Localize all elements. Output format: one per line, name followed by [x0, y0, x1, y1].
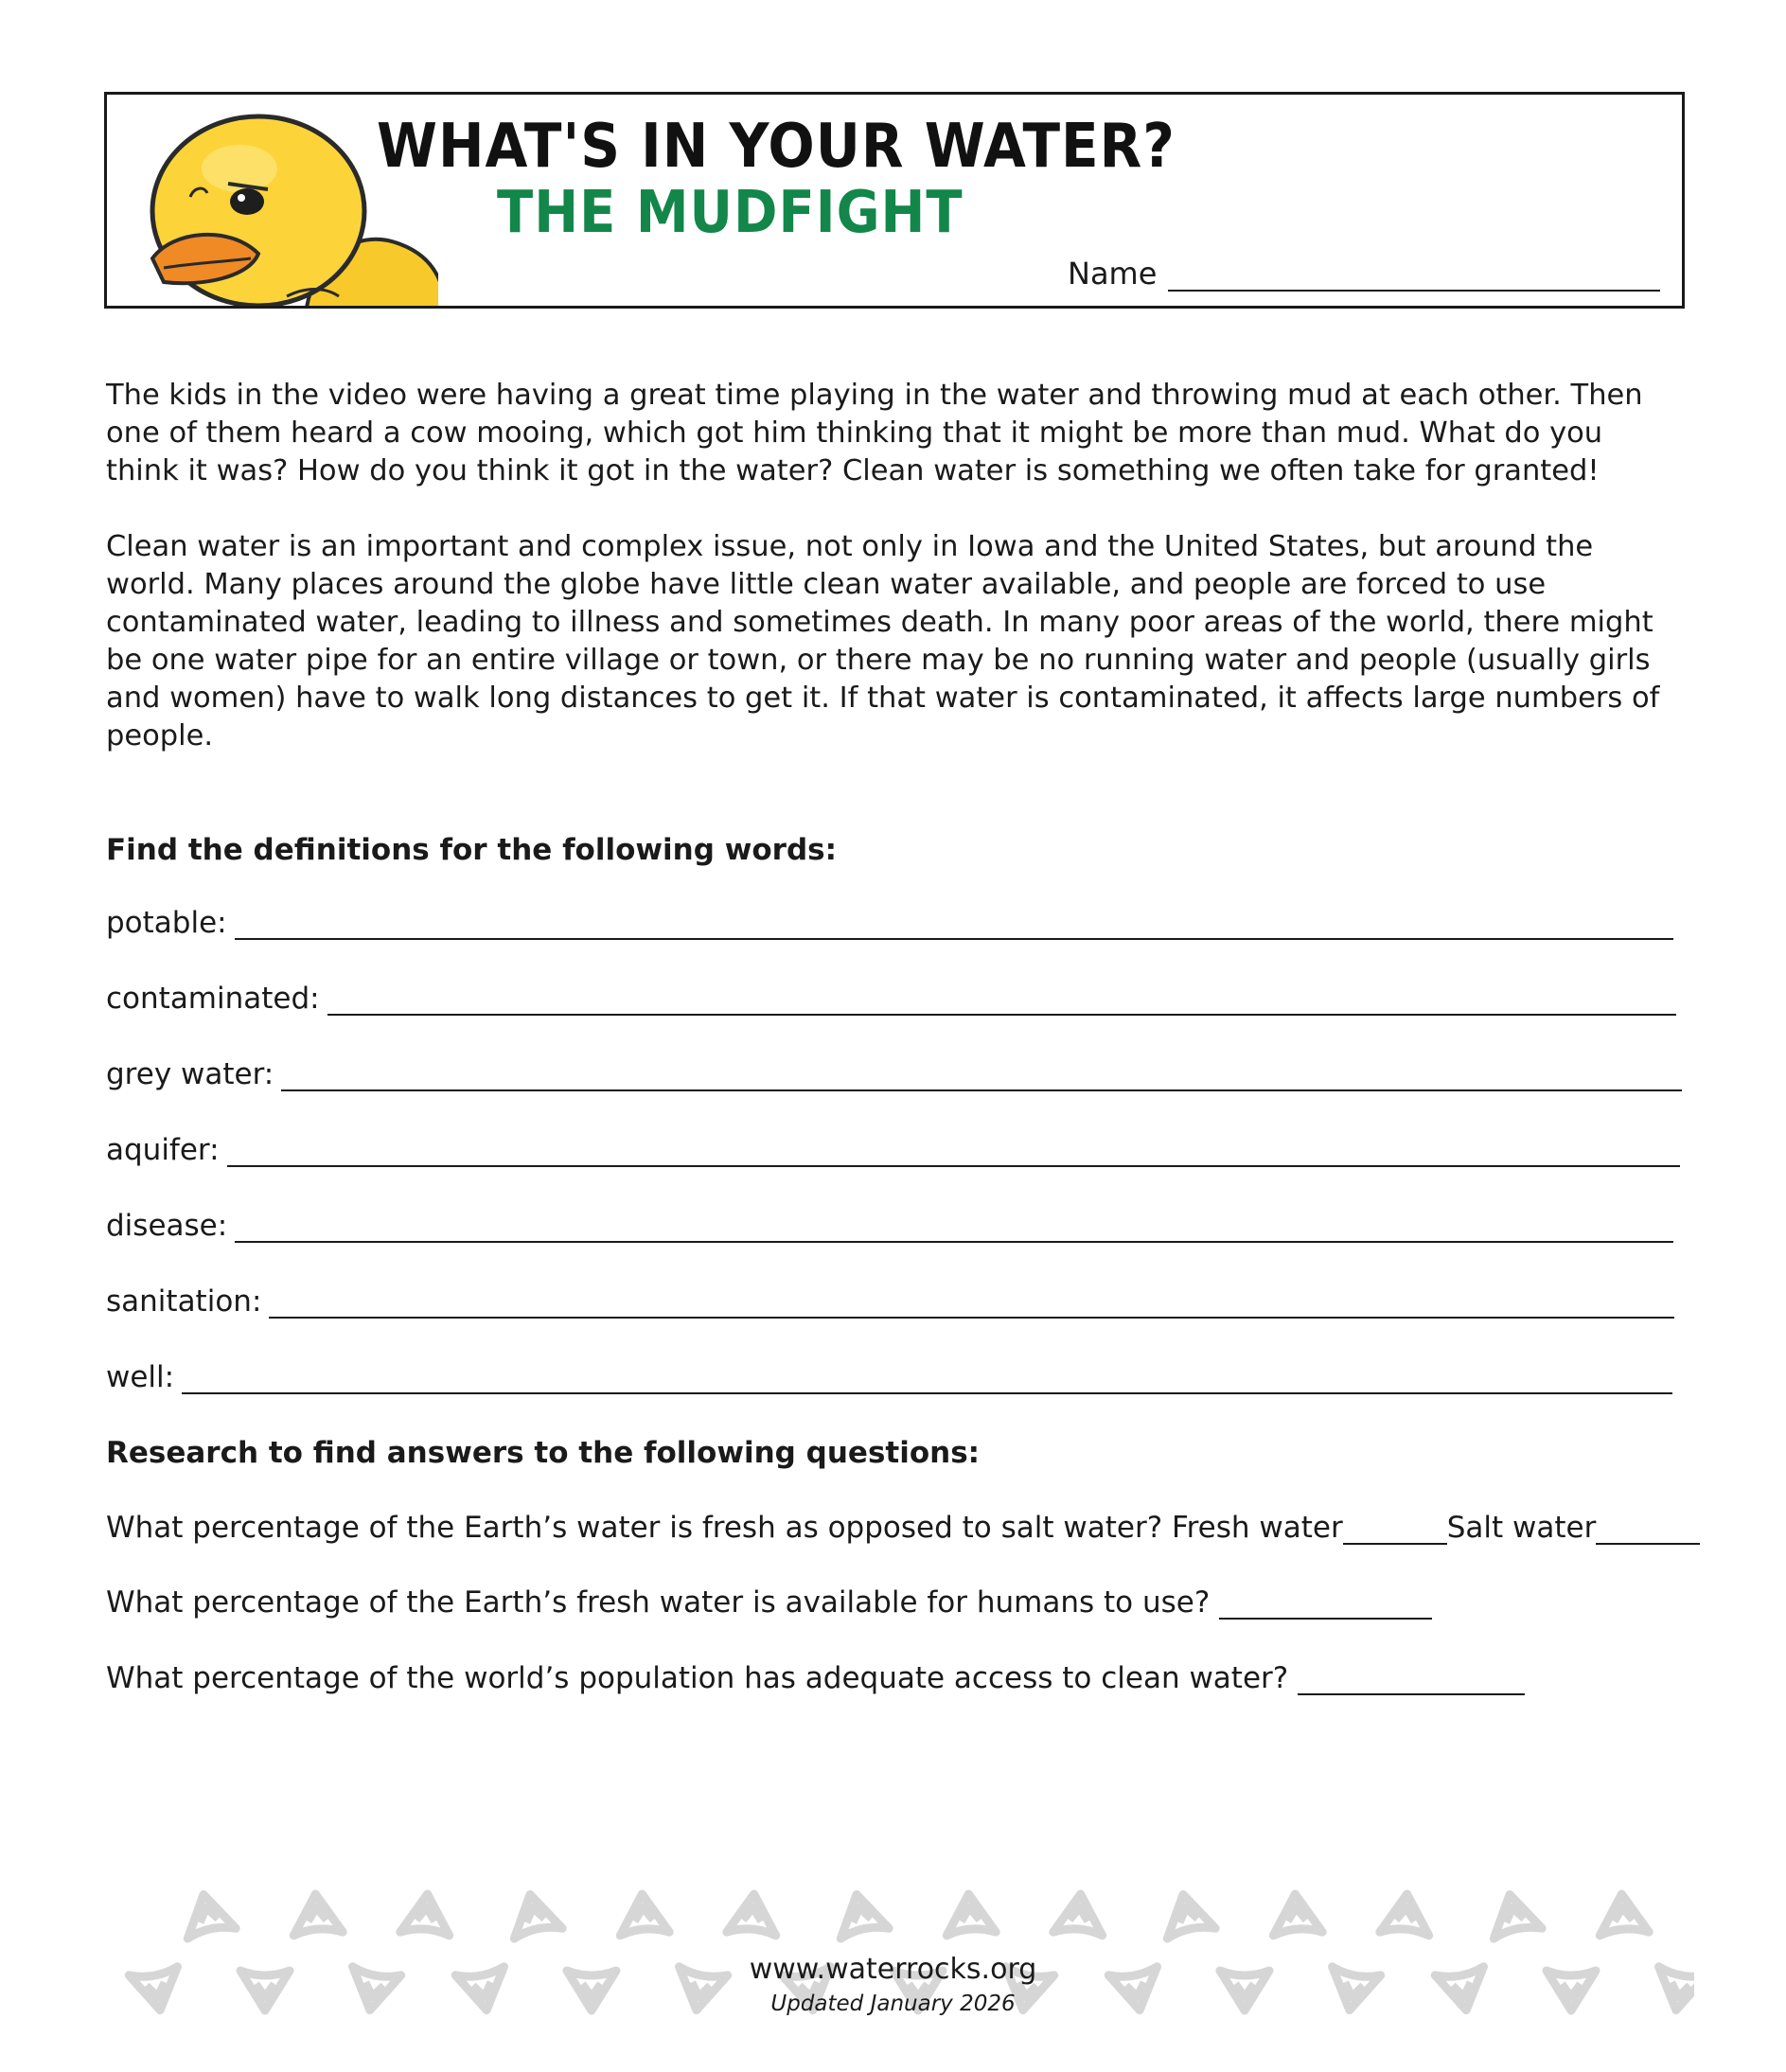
definition-row-potable	[106, 906, 1673, 940]
intro-paragraph-1: The kids in the video were having a great time playing in the water and throwing mud at each other. Then one of them heard a cow mooing, which got him thinking that it might be more than mud. What do you think it was? How do you think it got in the water? Clean water is something we often take for granted!	[106, 379, 1643, 487]
name-label: Name	[1068, 256, 1158, 292]
worksheet-header	[104, 92, 1685, 309]
term-label: aquifer:	[106, 1133, 220, 1167]
term-label: well:	[106, 1360, 175, 1394]
salt-water-blank[interactable]	[1596, 1514, 1700, 1545]
duck-footprint-icon	[833, 1889, 890, 1939]
question-3	[106, 1661, 1525, 1695]
question-2-blank[interactable]	[1219, 1589, 1432, 1620]
duck-footprint-icon	[400, 1892, 452, 1936]
duck-footprint-icon	[506, 1889, 563, 1939]
duck-footprint-icon	[1270, 1892, 1322, 1936]
definition-row-disease	[106, 1209, 1673, 1243]
question-3-blank[interactable]	[1298, 1665, 1525, 1695]
duck-footprint-icon	[1053, 1892, 1105, 1936]
definition-blank[interactable]	[235, 910, 1673, 940]
definition-blank[interactable]	[327, 985, 1676, 1016]
question-1-text: What percentage of the Earth’s water is fresh as opposed to salt water? Fresh water	[106, 1511, 1343, 1545]
worksheet-subtitle: THE MUDFIGHT	[497, 178, 964, 247]
name-field	[1068, 256, 1660, 292]
definition-row-sanitation	[106, 1284, 1674, 1319]
duck-footprint-icon	[180, 1889, 237, 1939]
definition-row-grey-water	[106, 1057, 1682, 1091]
term-label: disease:	[106, 1209, 228, 1243]
duck-footprint-icon	[617, 1892, 669, 1936]
definition-blank[interactable]	[235, 1213, 1673, 1243]
question-2-text: What percentage of the Earth’s fresh water is available for humans to use?	[106, 1585, 1211, 1620]
name-blank[interactable]	[1168, 261, 1660, 292]
duck-footprint-icon	[944, 1892, 996, 1936]
term-label: sanitation:	[106, 1284, 262, 1319]
duck-footprint-icon	[291, 1892, 343, 1936]
definition-row-well	[106, 1360, 1672, 1394]
salt-water-label: Salt water	[1446, 1511, 1597, 1545]
definition-row-contaminated	[106, 982, 1676, 1016]
intro-paragraph-2: Clean water is an important and complex issue, not only in Iowa and the United States, but around the world. Many places around the globe have little clean water available, and people are forced to use contaminated water, leading to illness and sometimes death. In many poor areas of the world, there might be one water pipe for an entire village or town, or there may be no running water and people (usually girls and women) have to walk long distances to get it. If that water is contaminated, it affects large numbers of people.	[106, 530, 1660, 753]
footer-updated: Updated January 2026	[770, 1992, 1016, 2016]
footer-url: www.waterrocks.org	[749, 1953, 1037, 1986]
definition-blank[interactable]	[269, 1288, 1674, 1319]
question-3-text: What percentage of the world’s population has adequate access to clean water?	[106, 1661, 1289, 1695]
duck-footprint-icon	[1159, 1889, 1216, 1939]
duck-footprint-icon	[727, 1892, 779, 1936]
question-1	[106, 1511, 1700, 1545]
definition-blank[interactable]	[281, 1061, 1682, 1091]
term-label: potable:	[106, 906, 227, 940]
term-label: grey water:	[106, 1057, 274, 1091]
duck-footprint-icon	[1380, 1892, 1432, 1936]
duck-footprint-icon	[1486, 1889, 1543, 1939]
term-label: contaminated:	[106, 982, 320, 1016]
definition-blank[interactable]	[227, 1137, 1680, 1167]
duck-footprint-icon	[1597, 1892, 1649, 1936]
definition-row-aquifer	[106, 1133, 1680, 1167]
question-2	[106, 1585, 1432, 1620]
worksheet-title: WHAT'S IN YOUR WATER?	[377, 110, 1176, 182]
research-heading: Research to find answers to the following questions:	[106, 1436, 981, 1470]
definitions-heading: Find the definitions for the following words:	[106, 833, 837, 867]
definition-blank[interactable]	[182, 1364, 1672, 1394]
fresh-water-blank[interactable]	[1343, 1514, 1447, 1545]
